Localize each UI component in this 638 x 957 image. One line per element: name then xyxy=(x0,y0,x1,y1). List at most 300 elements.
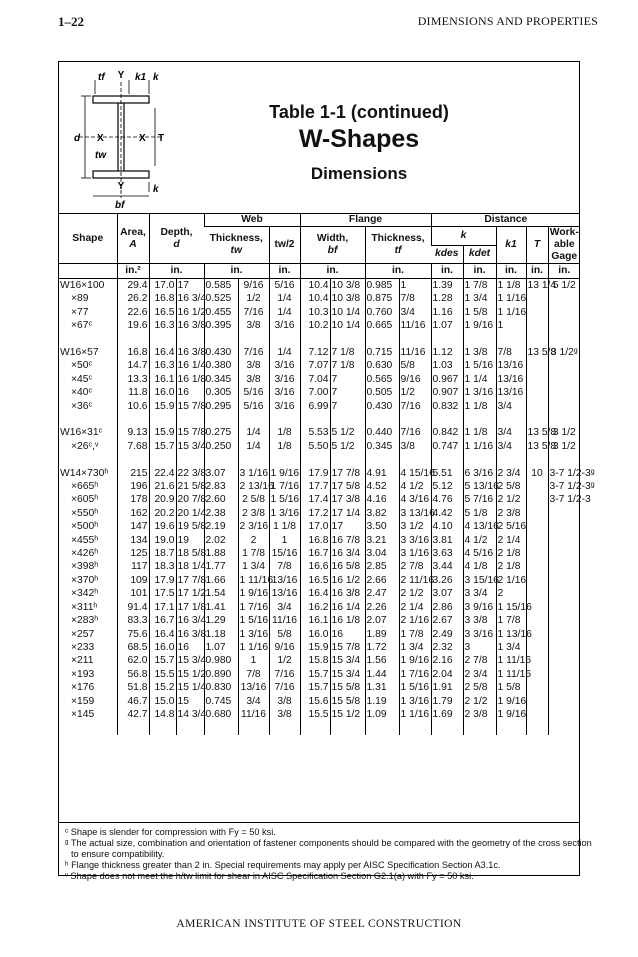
fig-label: Y xyxy=(117,181,125,192)
table-cell: 10 3/8 xyxy=(330,279,365,293)
table-cell: 3 3/4 xyxy=(463,587,496,600)
table-cell: 16 3/4 xyxy=(177,615,207,627)
table-cell: 51.8 xyxy=(117,681,149,694)
table-cell: 1 xyxy=(496,319,526,332)
table-cell: 5 1/8 xyxy=(463,507,496,520)
table-cell: 1/4 xyxy=(238,426,269,439)
table-cell: 2 1/2 xyxy=(463,695,496,708)
table-cell: 9/16 xyxy=(238,279,269,293)
table-cell: 10 3/8 xyxy=(330,292,365,305)
table-cell: 1 13/16 xyxy=(497,628,532,640)
table-cell: 7/16 xyxy=(238,346,269,359)
table-cell: 3/8 xyxy=(238,359,269,372)
table-cell: 13/16 xyxy=(269,574,300,587)
group-header-web: Web xyxy=(204,214,300,227)
table-cell: 11/16 xyxy=(238,708,269,721)
table-cell: 16 1/8 xyxy=(177,373,207,385)
table-cell: 17 7/8 xyxy=(330,467,365,480)
table-cell: 1 7/8 xyxy=(399,628,431,641)
unit-label: in. xyxy=(463,264,496,279)
table-cell: 19.0 xyxy=(149,534,176,547)
table-cell: 125 xyxy=(117,547,149,560)
unit-label: in. xyxy=(548,264,580,279)
table-cell: 178 xyxy=(117,493,149,506)
table-cell: 0.440 xyxy=(365,426,399,439)
table-cell: 6 3/16 xyxy=(463,467,496,480)
table-cell: 4.10 xyxy=(431,520,463,533)
table-cell xyxy=(548,306,580,319)
table-cell: 17 5/8 xyxy=(330,480,365,493)
table-cell: 0.380 xyxy=(204,359,238,372)
table-cell: ×455ʰ xyxy=(71,534,99,546)
table-cell: 7.12 xyxy=(300,346,330,359)
table-cell: 7.00 xyxy=(300,386,330,399)
table-frame xyxy=(58,61,595,881)
table-cell: 1 1/8 xyxy=(496,279,526,293)
table-cell: 7/16 xyxy=(269,681,300,694)
table-cell: 9/16 xyxy=(269,641,300,654)
table-cell: 11/16 xyxy=(399,319,431,332)
table-cell: 1/4 xyxy=(269,346,300,359)
table-cell: 2.60 xyxy=(204,493,238,506)
table-cell xyxy=(548,587,580,600)
table-cell: 16.4 xyxy=(149,628,176,641)
table-cell xyxy=(548,292,580,305)
table-cell: 1.56 xyxy=(365,654,399,667)
table-cell: 3-7 1/2-3ᵍ xyxy=(549,467,595,479)
units-row xyxy=(59,264,580,279)
table-cell: 13/16 xyxy=(269,587,300,600)
table-cell: 11/16 xyxy=(399,346,431,359)
table-cell: 1/8 xyxy=(269,440,300,453)
table-cell: 1.79 xyxy=(431,695,463,708)
table-cell: 3/4 xyxy=(496,426,526,439)
table-cell: 1.66 xyxy=(204,574,238,587)
table-cell: 16.5 xyxy=(300,574,330,587)
col-header-kdet: kdet xyxy=(463,245,496,264)
table-cell: 1 5/16 xyxy=(270,494,300,506)
table-cell: 17.1 xyxy=(149,601,176,614)
unit-label: in. xyxy=(269,264,300,279)
table-cell xyxy=(548,641,580,654)
col-header-web-thickness: Thickness, tw xyxy=(209,233,263,256)
table-cell: 1 1/16 xyxy=(497,306,527,318)
table-cell: 5/16 xyxy=(269,279,300,293)
fig-label: tw xyxy=(95,150,107,161)
table-cell: 13.3 xyxy=(117,373,149,386)
table-cell: 1/2 xyxy=(269,654,300,667)
table-cell: 1 9/16 xyxy=(463,319,496,332)
table-cell: 1.39 xyxy=(431,279,463,293)
table-cell: 0.525 xyxy=(204,292,238,305)
table-cell: 7/16 xyxy=(238,306,269,319)
table-cell: 1 1/16 xyxy=(239,641,269,653)
table-cell: 0.745 xyxy=(204,695,238,708)
table-cell: 1 3/4 xyxy=(238,560,269,573)
col-header-depth: Depth, d xyxy=(149,214,204,264)
table-cell: 4.91 xyxy=(365,467,399,480)
footnotes xyxy=(59,822,592,882)
table-cell: 14 3/4 xyxy=(177,708,207,720)
table-cell: 17.5 xyxy=(149,587,176,600)
table-cell: 0.980 xyxy=(204,654,238,667)
table-cell: 3/16 xyxy=(269,319,300,332)
table-cell: 0.967 xyxy=(431,373,463,386)
table-cell: 15 7/8 xyxy=(330,641,365,654)
table-cell: 15.5 xyxy=(300,708,330,721)
table-row xyxy=(59,373,580,386)
table-cell: 3 1/16 xyxy=(239,467,269,479)
table-cell: 16.1 xyxy=(300,614,330,627)
table-cell: 2 5/16 xyxy=(497,521,527,533)
table-cell: 3/8 xyxy=(399,440,431,453)
table-cell: 3/8 xyxy=(269,708,300,721)
table-cell: 0.985 xyxy=(365,279,399,293)
table-cell xyxy=(526,359,548,372)
col-header-area: Area, A xyxy=(117,214,149,264)
table-cell: 5/8 xyxy=(399,359,431,372)
footnote: ᵍ The actual size, combination and orientation of fastener components should be compared with the geometry of the cross section xyxy=(65,838,592,848)
table-cell: 17 3/8 xyxy=(330,493,365,506)
table-cell: 5/8 xyxy=(269,628,300,641)
table-cell: 13 1/4 xyxy=(527,280,557,291)
table-cell: 22 3/8 xyxy=(177,467,207,479)
table-cell xyxy=(526,534,548,547)
table-cell: 91.4 xyxy=(117,601,149,614)
table-cell: ×67ᶜ xyxy=(71,320,93,332)
table-cell: 3/4 xyxy=(238,695,269,708)
table-cell: 2 5/8 xyxy=(463,681,496,694)
table-cell: 4.52 xyxy=(365,480,399,493)
table-cell: 15 3/4 xyxy=(177,655,207,667)
table-cell: 2 3/8 xyxy=(463,708,496,721)
table-cell: 15 1/2 xyxy=(330,708,365,721)
table-cell: 1.88 xyxy=(204,547,238,560)
table-row xyxy=(59,681,580,694)
table-cell: 20.2 xyxy=(149,507,176,520)
table-row xyxy=(59,668,580,681)
table-row xyxy=(59,400,580,413)
table-cell: 2 1/2 xyxy=(496,493,526,506)
table-cell: 1.89 xyxy=(365,628,399,641)
table-cell: 1.18 xyxy=(204,628,238,641)
table-cell: 2.49 xyxy=(431,628,463,641)
table-cell: 0.295 xyxy=(204,400,238,413)
table-cell: 5/16 xyxy=(238,386,269,399)
table-row xyxy=(59,708,580,721)
table-cell: 22.4 xyxy=(149,467,176,480)
table-cell: 4.42 xyxy=(431,507,463,520)
table-cell: ×145 xyxy=(71,708,95,720)
table-cell: 0.275 xyxy=(204,426,238,439)
table-cell: ×45ᶜ xyxy=(71,373,93,385)
table-cell: 16.2 xyxy=(300,601,330,614)
table-cell: 17.0 xyxy=(149,279,176,293)
table-cell: 1 1/16 xyxy=(463,440,496,453)
table-cell: 0.345 xyxy=(204,373,238,386)
table-cell: 7.04 xyxy=(300,373,330,386)
table-cell: ×550ʰ xyxy=(71,507,99,519)
table-cell: 15 3/4 xyxy=(177,440,207,452)
col-header-workable-gage: Work-able Gage xyxy=(549,227,579,262)
table-cell: ×36ᶜ xyxy=(71,400,93,412)
table-cell: 15.7 xyxy=(149,654,176,667)
table-cell: 2.83 xyxy=(204,480,238,493)
table-cell: 3.44 xyxy=(431,560,463,573)
table-cell: 16 7/8 xyxy=(330,534,365,547)
table-cell: 3 13/16 xyxy=(400,507,435,519)
table-cell: 1.12 xyxy=(431,346,463,359)
table-cell: 3.04 xyxy=(365,547,399,560)
table-cell: 4 5/16 xyxy=(463,547,496,560)
table-row xyxy=(59,628,580,641)
table-row xyxy=(59,641,580,654)
table-cell: 5.53 xyxy=(300,426,330,439)
table-cell: 16.0 xyxy=(300,628,330,641)
table-cell: 15.7 xyxy=(149,440,176,453)
table-cell xyxy=(548,319,580,332)
table-cell xyxy=(548,654,580,667)
table-cell: 7.68 xyxy=(117,440,149,453)
table-cell: 5 1/2 xyxy=(330,440,365,453)
table-cell: 0.585 xyxy=(204,279,238,293)
table-cell: 2 11/16 xyxy=(400,574,435,586)
table-cell: 2.16 xyxy=(431,654,463,667)
table-row xyxy=(59,601,580,614)
table-cell: 2 1/4 xyxy=(496,534,526,547)
table-cell: 1 7/16 xyxy=(400,668,430,680)
table-cell: 19.6 xyxy=(117,319,149,332)
table-cell: 1.91 xyxy=(431,681,463,694)
table-cell: 1 1/8 xyxy=(269,520,300,533)
table-cell xyxy=(548,507,580,520)
table-cell: 5 1/2 xyxy=(548,279,580,293)
table-cell: 2 3/8 xyxy=(238,507,269,520)
table-row xyxy=(59,467,580,480)
table-row xyxy=(59,547,580,560)
table-cell: 1 3/16 xyxy=(270,507,300,519)
table-cell: 0.630 xyxy=(365,359,399,372)
table-cell: 2.67 xyxy=(431,614,463,627)
table-cell: ×370ʰ xyxy=(71,574,99,586)
table-cell: 3/16 xyxy=(269,373,300,386)
table-row xyxy=(59,654,580,667)
table-cell: 20 7/8 xyxy=(177,494,207,506)
publisher-footer: AMERICAN INSTITUTE OF STEEL CONSTRUCTION xyxy=(176,918,462,930)
table-cell: 5 7/16 xyxy=(463,493,496,506)
table-cell: 17 1/4 xyxy=(330,507,365,520)
table-cell: 2.02 xyxy=(204,534,238,547)
table-cell: 15.7 xyxy=(300,668,330,681)
table-cell: 3 1/2 xyxy=(399,520,431,533)
table-cell: 17.9 xyxy=(300,467,330,480)
table-cell: 19.6 xyxy=(149,520,176,533)
table-cell: 1.69 xyxy=(431,708,463,721)
table-cell: 16 3/8 xyxy=(177,628,207,640)
table-cell: 16.4 xyxy=(300,587,330,600)
table-cell: 0.345 xyxy=(365,440,399,453)
table-cell xyxy=(526,641,548,654)
table-cell: 1 3/16 xyxy=(239,628,269,640)
table-cell: 2 1/2 xyxy=(399,587,431,600)
table-cell: ×426ʰ xyxy=(71,548,99,560)
table-cell: 3/16 xyxy=(269,386,300,399)
table-cell: W14×730ʰ xyxy=(60,467,109,479)
table-cell: 16 1/4 xyxy=(330,601,365,614)
table-cell: 16.3 xyxy=(149,319,176,332)
table-cell: 101 xyxy=(117,587,149,600)
table-cell: 3.63 xyxy=(431,547,463,560)
table-cell: 0.250 xyxy=(204,440,238,453)
table-cell: 3 15/16 xyxy=(464,574,499,586)
table-cell xyxy=(526,373,548,386)
table-cell: 13/16 xyxy=(238,681,269,694)
table-cell: 0.505 xyxy=(365,386,399,399)
table-cell: 16.5 xyxy=(149,306,176,319)
table-cell: 17.9 xyxy=(149,574,176,587)
table-cell: 3/8 xyxy=(238,373,269,386)
table-cell: 16 xyxy=(330,628,365,641)
table-cell: 10 1/4 xyxy=(330,306,365,319)
table-cell: 7/16 xyxy=(399,426,431,439)
table-cell: 10.3 xyxy=(300,306,330,319)
table-cell: 1.03 xyxy=(431,359,463,372)
table-cell: 0.830 xyxy=(204,681,238,694)
table-row xyxy=(59,306,580,319)
table-cell: 13 5/8 xyxy=(527,427,557,439)
table-cell: 15 3/4 xyxy=(330,654,365,667)
table-cell xyxy=(526,587,548,600)
table-cell: ×193 xyxy=(71,668,95,680)
fig-label: tf xyxy=(98,72,105,83)
table-cell: 109 xyxy=(117,574,149,587)
table-cell: 162 xyxy=(117,507,149,520)
table-cell: 15 5/8 xyxy=(330,681,365,694)
table-cell: 2 xyxy=(496,587,526,600)
table-row xyxy=(59,587,580,600)
table-cell: 7 xyxy=(330,373,365,386)
fig-label: X xyxy=(139,133,146,144)
table-row xyxy=(59,346,580,359)
fig-label: k1 xyxy=(135,72,147,83)
table-cell: 147 xyxy=(117,520,149,533)
table-cell: 2 13/16 xyxy=(239,481,274,493)
table-number-title: Table 1-1 (continued) xyxy=(269,102,449,122)
table-cell: 1.41 xyxy=(204,601,238,614)
table-cell xyxy=(526,547,548,560)
table-cell: 7 1/8 xyxy=(330,359,365,372)
table-cell: 0.760 xyxy=(365,306,399,319)
table-cell: 2 3/4 xyxy=(463,668,496,681)
table-cell: ×159 xyxy=(71,695,95,707)
table-cell: 7/8 xyxy=(238,668,269,681)
table-cell: 1 3/8 xyxy=(463,346,496,359)
table-cell: 26.2 xyxy=(117,292,149,305)
col-header-tw-half: tw/2 xyxy=(269,227,300,264)
table-cell: 16 xyxy=(176,386,204,399)
table-cell: ×211 xyxy=(71,655,94,667)
table-cell: ×50ᶜ xyxy=(71,360,93,372)
unit-label: in.² xyxy=(117,264,149,279)
table-cell: 0.430 xyxy=(204,346,238,359)
fig-label: d xyxy=(74,133,81,144)
table-cell: 15 3/4 xyxy=(330,668,365,681)
table-cell: 1 5/16 xyxy=(463,359,496,372)
table-cell: 0.395 xyxy=(204,319,238,332)
table-cell: 1.09 xyxy=(365,708,399,721)
table-cell: 7/16 xyxy=(399,400,431,413)
table-cell: 16 5/8 xyxy=(330,560,365,573)
table-cell: 3 9/16 xyxy=(463,601,496,614)
table-cell: 2 3/8 xyxy=(496,507,526,520)
table-row xyxy=(59,359,580,372)
table-cell: 3 3/8 xyxy=(463,614,496,627)
table-cell: 2 3/16 xyxy=(239,521,269,533)
table-cell: 2 1/8 xyxy=(496,560,526,573)
table-cell: 16.6 xyxy=(300,560,330,573)
table-cell: 10.2 xyxy=(300,319,330,332)
unit-label: in. xyxy=(300,264,365,279)
table-cell: 83.3 xyxy=(117,614,149,627)
table-row xyxy=(59,520,580,533)
table-cell: 1/2 xyxy=(399,386,431,399)
table-cell: 16 1/2 xyxy=(330,574,365,587)
table-cell xyxy=(526,292,548,305)
table-cell: 29.4 xyxy=(117,279,149,293)
table-cell: 6.99 xyxy=(300,400,330,413)
table-cell xyxy=(526,480,548,493)
table-cell: 1.44 xyxy=(365,668,399,681)
table-cell: 1 9/16 xyxy=(400,655,430,667)
table-cell: 15.2 xyxy=(149,681,176,694)
table-cell: ×665ʰ xyxy=(71,481,99,493)
table-cell: 9/16 xyxy=(399,373,431,386)
table-cell xyxy=(548,614,580,627)
table-row xyxy=(59,534,580,547)
table-cell: 1 1/16 xyxy=(400,708,430,720)
table-cell: 2.38 xyxy=(204,507,238,520)
table-cell: 1.07 xyxy=(431,319,463,332)
table-row xyxy=(59,279,580,293)
table-cell: 16 3/8 xyxy=(177,347,207,359)
table-cell: 20.9 xyxy=(149,493,176,506)
table-cell: 19 xyxy=(176,534,204,547)
table-cell: 1 15/16 xyxy=(497,601,532,613)
table-cell: ×40ᶜ xyxy=(71,387,93,399)
table-cell: ×176 xyxy=(71,682,95,694)
table-cell xyxy=(548,359,580,372)
table-cell: 10 1/4 xyxy=(330,319,365,332)
table-cell: 4 1/2 xyxy=(399,480,431,493)
table-cell xyxy=(548,520,580,533)
table-cell: 1 11/16 xyxy=(239,574,274,586)
table-cell: 1 1/8 xyxy=(463,400,496,413)
table-cell: 1.29 xyxy=(204,614,238,627)
table-cell xyxy=(548,695,580,708)
table-cell xyxy=(526,695,548,708)
table-cell: 21 5/8 xyxy=(177,481,207,493)
table-cell: 2.26 xyxy=(365,601,399,614)
fig-label: T xyxy=(158,133,165,144)
table-cell: 15 7/8 xyxy=(177,400,207,412)
table-cell: 17.2 xyxy=(300,507,330,520)
table-cell: 5 13/16 xyxy=(464,481,499,493)
table-row xyxy=(59,426,580,439)
table-cell: 3-7 1/2-3ᵍ xyxy=(549,481,595,493)
table-cell: 15.0 xyxy=(149,695,176,708)
table-cell: 15.7 xyxy=(300,681,330,694)
table-cell: 0.832 xyxy=(431,400,463,413)
